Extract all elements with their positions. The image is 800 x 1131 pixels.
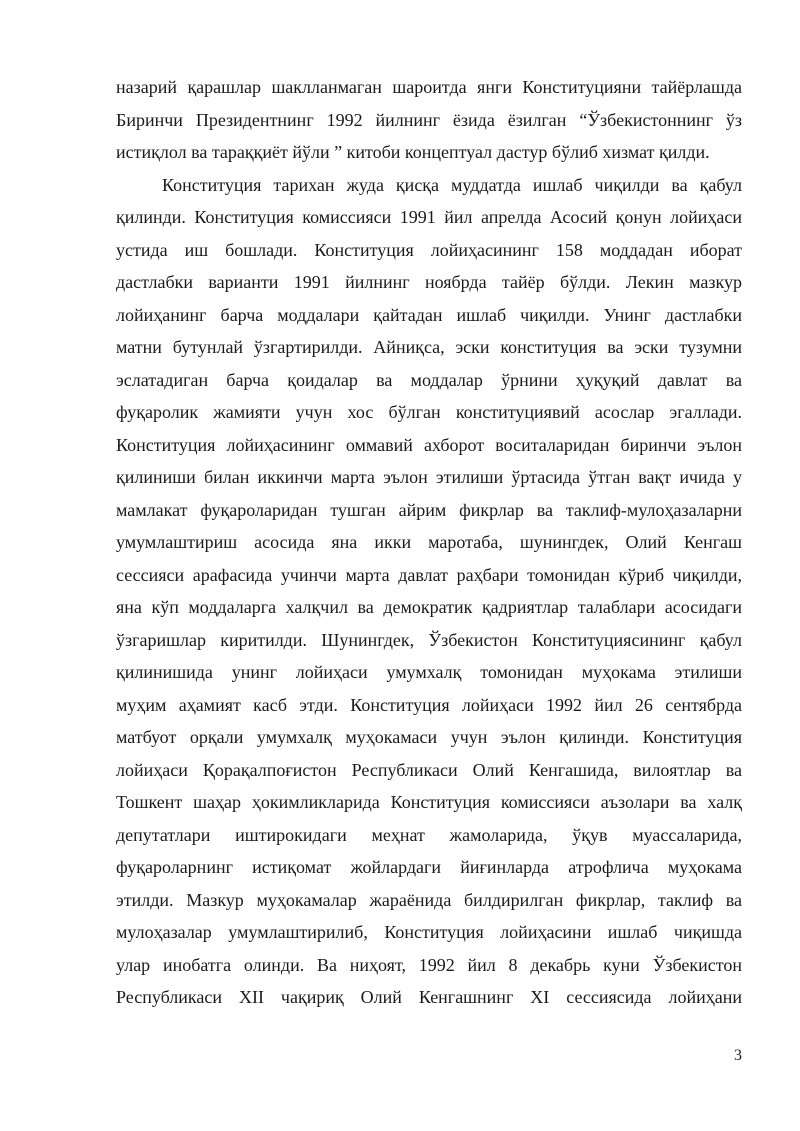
text-line: эслатадиган барча қоидалар ва моддалар ўрнини ҳуқуқий давлат ва (116, 369, 742, 390)
text-line: Биринчи Президентнинг 1992 йилнинг ёзида ёзилган “Ўзбекистоннинг ўз (116, 109, 742, 130)
text-line: дастлабки варианти 1991 йилнинг ноябрда тайёр бўлди. Лекин мазкур (116, 272, 742, 292)
body-text (116, 71, 742, 1014)
text-line: яна кўп моддаларга халқчил ва демократик қадриятлар талаблари асосидаги (116, 597, 742, 617)
page-number: 3 (734, 1047, 742, 1064)
text-line: мулоҳазалар умумлаштирилиб, Конституция лойиҳасини ишлаб чиқишда (116, 922, 742, 942)
text-line: Тошкент шаҳар ҳокимликларида Конституция комиссияси аъзолари ва халқ (116, 792, 742, 812)
text-line: қилинди. Конституция комиссияси 1991 йил апрелда Асосий қонун лойиҳаси (116, 207, 742, 227)
text-line: фуқаролик жамияти учун хос бўлган конституциявий асослар эгаллади. (116, 402, 742, 422)
text-line: умумлаштириш асосида яна икки маротаба, шунингдек, Олий Кенгаш (116, 532, 742, 552)
text-line: ўзгаришлар киритилди. Шунингдек, Ўзбекистон Конституциясининг қабул (116, 629, 742, 650)
text-line: депутатлари иштирокидаги меҳнат жамоларида, ўқув муассаларида, (116, 824, 742, 845)
text-line: муҳим аҳамият касб этди. Конституция лойиҳаси 1992 йил 26 сентябрда (116, 694, 742, 715)
text-line: Конституция лойиҳасининг оммавий ахборот воситаларидан биринчи эълон (116, 434, 742, 455)
text-line: лойиҳанинг барча моддалари қайтадан ишлаб чиқилди. Унинг дастлабки (116, 304, 742, 325)
text-line: Республикаси XII чақириқ Олий Кенгашнинг XI сессиясида лойиҳани (116, 987, 742, 1007)
text-line: устида иш бошлади. Конституция лойиҳасининг 158 моддадан иборат (116, 239, 742, 260)
text-line: улар инобатга олинди. Ва ниҳоят, 1992 йил 8 декабрь куни Ўзбекистон (116, 954, 742, 975)
text-line: қилинишида унинг лойиҳаси умумхалқ томонидан муҳокама этилиши (116, 662, 742, 682)
text-line: фуқароларнинг истиқомат жойлардаги йиғинларда атрофлича муҳокама (116, 857, 742, 877)
text-line: этилди. Мазкур муҳокамалар жараёнида билдирилган фикрлар, таклиф ва (116, 889, 742, 910)
text-line: матбуот орқали умумхалқ муҳокамаси учун эълон қилинди. Конституция (116, 727, 742, 747)
text-line: назарий қарашлар шаклланмаган шароитда янги Конституцияни тайёрлашда (116, 77, 742, 97)
text-line: қилиниши билан иккинчи марта эълон этилиши ўртасида ўтган вақт ичида у (116, 467, 742, 487)
text-line: матни бутунлай ўзгартирилди. Айниқса, эски конституция ва эски тузумни (116, 337, 742, 357)
paragraph-first-line: Конституция тарихан жуда қисқа муддатда ишлаб чиқилди ва қабул (162, 174, 742, 195)
text-line: лойиҳаси Қорақалпоғистон Республикаси Олий Кенгашида, вилоятлар ва (116, 759, 742, 780)
text-line: истиқлол ва тараққиёт йўли ” китоби концептуал дастур бўлиб хизмат қилди. (116, 142, 710, 162)
text-line: мамлакат фуқароларидан тушган айрим фикрлар ва таклиф-мулоҳазаларни (116, 499, 742, 520)
text-line: сессияси арафасида учинчи марта давлат раҳбари томонидан кўриб чиқилди, (116, 564, 742, 585)
